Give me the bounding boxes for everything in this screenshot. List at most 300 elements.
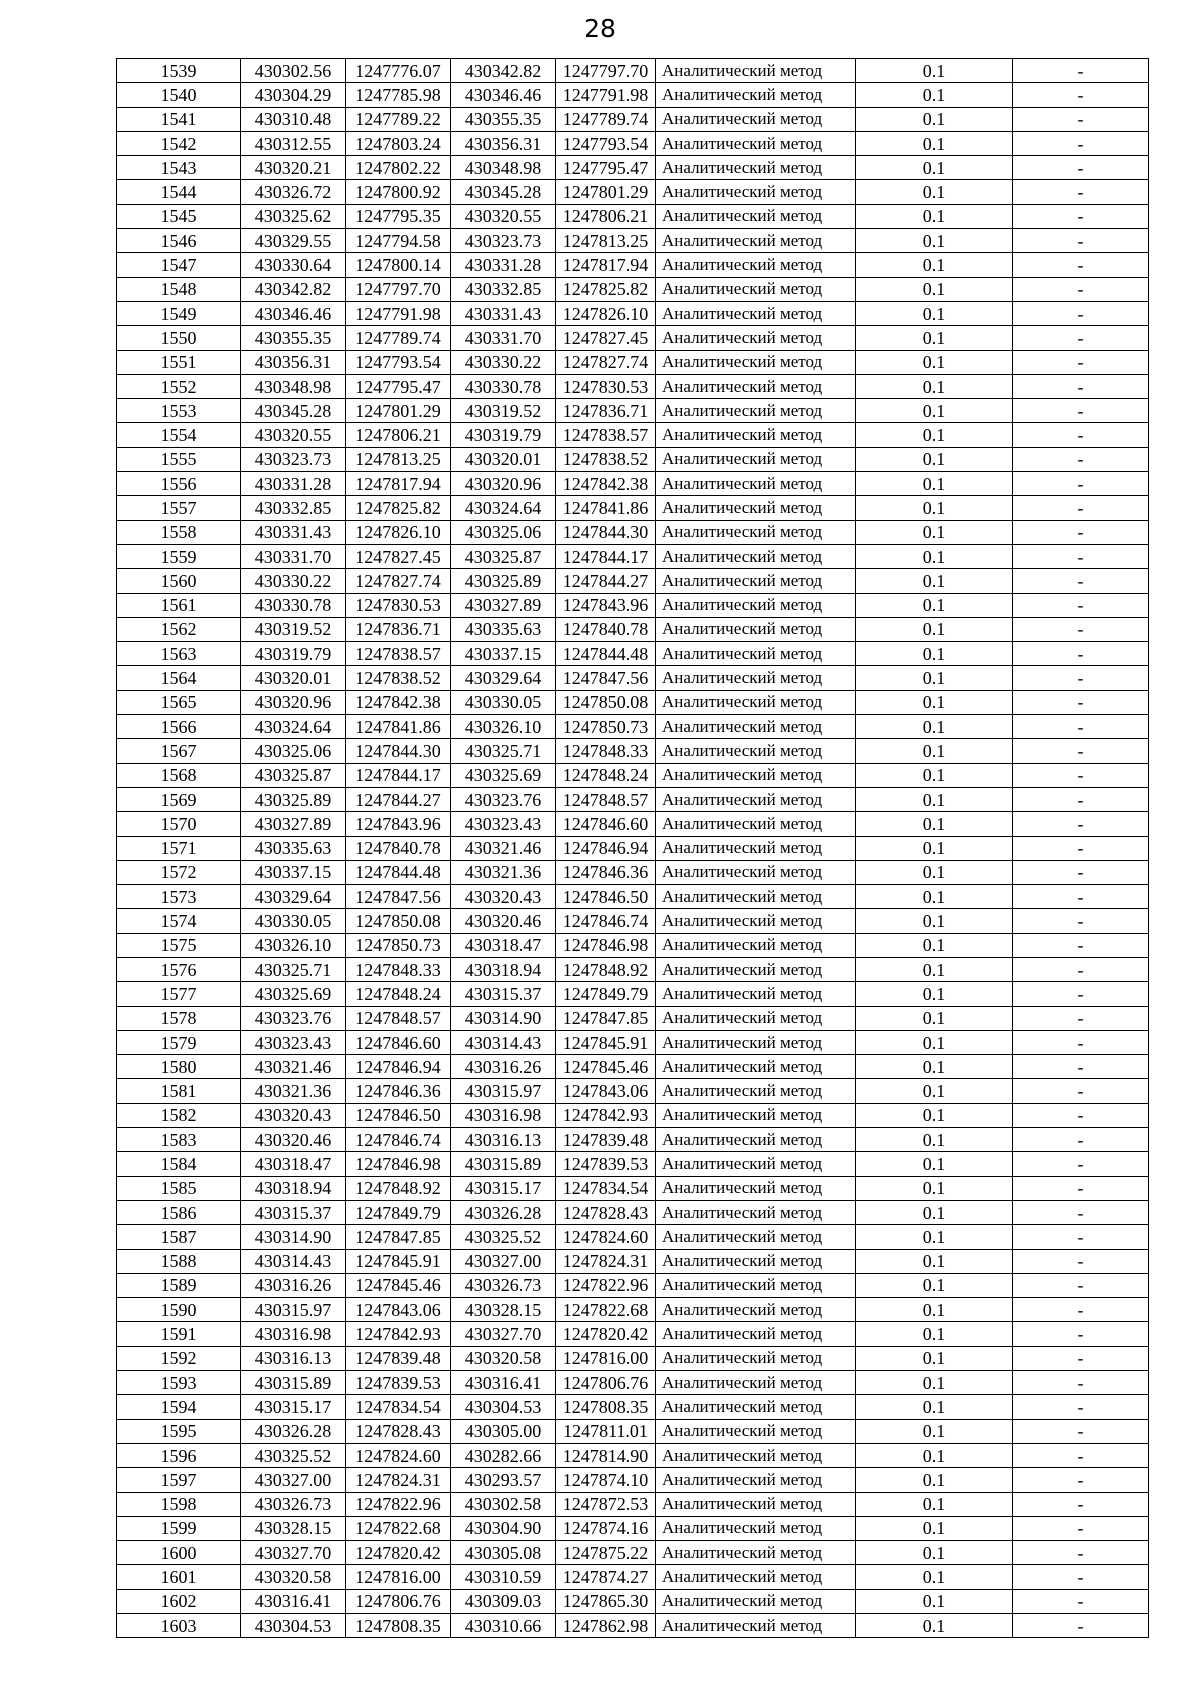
x-end-cell: 430314.43 xyxy=(451,1030,556,1054)
x-end-cell: 430320.58 xyxy=(451,1346,556,1370)
note-cell: - xyxy=(1013,59,1149,83)
y-end-cell: 1247839.53 xyxy=(556,1152,656,1176)
point-number-cell: 1571 xyxy=(117,836,241,860)
x-end-cell: 430331.43 xyxy=(451,301,556,325)
table-row xyxy=(117,1128,1149,1152)
accuracy-cell: 0.1 xyxy=(856,1079,1013,1103)
point-number-cell: 1540 xyxy=(117,83,241,107)
x-end-cell: 430332.85 xyxy=(451,277,556,301)
x-start-cell: 430304.53 xyxy=(241,1614,346,1638)
table-row xyxy=(117,933,1149,957)
y-end-cell: 1247841.86 xyxy=(556,496,656,520)
y-end-cell: 1247865.30 xyxy=(556,1589,656,1613)
y-start-cell: 1247850.08 xyxy=(346,909,451,933)
table-row xyxy=(117,763,1149,787)
method-cell: Аналитический метод xyxy=(656,739,856,763)
x-end-cell: 430315.97 xyxy=(451,1079,556,1103)
point-number-cell: 1598 xyxy=(117,1492,241,1516)
accuracy-cell: 0.1 xyxy=(856,399,1013,423)
x-start-cell: 430331.70 xyxy=(241,544,346,568)
x-end-cell: 430345.28 xyxy=(451,180,556,204)
x-end-cell: 430330.05 xyxy=(451,690,556,714)
x-start-cell: 430328.15 xyxy=(241,1516,346,1540)
method-cell: Аналитический метод xyxy=(656,1176,856,1200)
point-number-cell: 1546 xyxy=(117,229,241,253)
accuracy-cell: 0.1 xyxy=(856,204,1013,228)
x-start-cell: 430326.28 xyxy=(241,1419,346,1443)
y-end-cell: 1247850.08 xyxy=(556,690,656,714)
method-cell: Аналитический метод xyxy=(656,520,856,544)
table-row xyxy=(117,1589,1149,1613)
accuracy-cell: 0.1 xyxy=(856,957,1013,981)
point-number-cell: 1582 xyxy=(117,1103,241,1127)
y-end-cell: 1247813.25 xyxy=(556,229,656,253)
point-number-cell: 1550 xyxy=(117,326,241,350)
y-start-cell: 1247806.76 xyxy=(346,1589,451,1613)
accuracy-cell: 0.1 xyxy=(856,1443,1013,1467)
x-end-cell: 430315.37 xyxy=(451,982,556,1006)
y-start-cell: 1247827.45 xyxy=(346,544,451,568)
x-end-cell: 430320.96 xyxy=(451,472,556,496)
point-number-cell: 1588 xyxy=(117,1249,241,1273)
y-start-cell: 1247848.33 xyxy=(346,957,451,981)
x-end-cell: 430356.31 xyxy=(451,131,556,155)
note-cell: - xyxy=(1013,885,1149,909)
y-start-cell: 1247801.29 xyxy=(346,399,451,423)
x-start-cell: 430320.43 xyxy=(241,1103,346,1127)
method-cell: Аналитический метод xyxy=(656,690,856,714)
point-number-cell: 1590 xyxy=(117,1298,241,1322)
x-end-cell: 430325.87 xyxy=(451,544,556,568)
y-end-cell: 1247847.85 xyxy=(556,1006,656,1030)
accuracy-cell: 0.1 xyxy=(856,1200,1013,1224)
y-end-cell: 1247840.78 xyxy=(556,617,656,641)
note-cell: - xyxy=(1013,1516,1149,1540)
note-cell: - xyxy=(1013,1565,1149,1589)
accuracy-cell: 0.1 xyxy=(856,326,1013,350)
x-end-cell: 430329.64 xyxy=(451,666,556,690)
method-cell: Аналитический метод xyxy=(656,1565,856,1589)
y-start-cell: 1247841.86 xyxy=(346,715,451,739)
accuracy-cell: 0.1 xyxy=(856,59,1013,83)
accuracy-cell: 0.1 xyxy=(856,1371,1013,1395)
accuracy-cell: 0.1 xyxy=(856,1492,1013,1516)
method-cell: Аналитический метод xyxy=(656,1443,856,1467)
note-cell: - xyxy=(1013,253,1149,277)
note-cell: - xyxy=(1013,860,1149,884)
point-number-cell: 1541 xyxy=(117,107,241,131)
point-number-cell: 1584 xyxy=(117,1152,241,1176)
y-start-cell: 1247844.30 xyxy=(346,739,451,763)
table-row xyxy=(117,1346,1149,1370)
method-cell: Аналитический метод xyxy=(656,399,856,423)
x-start-cell: 430310.48 xyxy=(241,107,346,131)
x-end-cell: 430325.69 xyxy=(451,763,556,787)
y-start-cell: 1247842.93 xyxy=(346,1322,451,1346)
y-start-cell: 1247850.73 xyxy=(346,933,451,957)
point-number-cell: 1591 xyxy=(117,1322,241,1346)
x-start-cell: 430327.70 xyxy=(241,1541,346,1565)
accuracy-cell: 0.1 xyxy=(856,1273,1013,1297)
accuracy-cell: 0.1 xyxy=(856,423,1013,447)
x-end-cell: 430337.15 xyxy=(451,642,556,666)
y-start-cell: 1247776.07 xyxy=(346,59,451,83)
x-start-cell: 430326.73 xyxy=(241,1492,346,1516)
point-number-cell: 1596 xyxy=(117,1443,241,1467)
method-cell: Аналитический метод xyxy=(656,229,856,253)
y-end-cell: 1247838.57 xyxy=(556,423,656,447)
point-number-cell: 1574 xyxy=(117,909,241,933)
point-number-cell: 1589 xyxy=(117,1273,241,1297)
accuracy-cell: 0.1 xyxy=(856,107,1013,131)
point-number-cell: 1566 xyxy=(117,715,241,739)
table-row xyxy=(117,1225,1149,1249)
note-cell: - xyxy=(1013,739,1149,763)
point-number-cell: 1547 xyxy=(117,253,241,277)
table-row xyxy=(117,374,1149,398)
note-cell: - xyxy=(1013,1249,1149,1273)
note-cell: - xyxy=(1013,1152,1149,1176)
x-end-cell: 430325.52 xyxy=(451,1225,556,1249)
x-start-cell: 430315.37 xyxy=(241,1200,346,1224)
y-end-cell: 1247844.30 xyxy=(556,520,656,544)
y-end-cell: 1247811.01 xyxy=(556,1419,656,1443)
accuracy-cell: 0.1 xyxy=(856,933,1013,957)
method-cell: Аналитический метод xyxy=(656,1200,856,1224)
accuracy-cell: 0.1 xyxy=(856,1589,1013,1613)
method-cell: Аналитический метод xyxy=(656,1395,856,1419)
x-start-cell: 430314.90 xyxy=(241,1225,346,1249)
y-end-cell: 1247827.74 xyxy=(556,350,656,374)
y-start-cell: 1247824.31 xyxy=(346,1468,451,1492)
note-cell: - xyxy=(1013,1225,1149,1249)
accuracy-cell: 0.1 xyxy=(856,909,1013,933)
y-start-cell: 1247826.10 xyxy=(346,520,451,544)
point-number-cell: 1563 xyxy=(117,642,241,666)
accuracy-cell: 0.1 xyxy=(856,1298,1013,1322)
x-end-cell: 430305.08 xyxy=(451,1541,556,1565)
x-end-cell: 430315.89 xyxy=(451,1152,556,1176)
point-number-cell: 1552 xyxy=(117,374,241,398)
accuracy-cell: 0.1 xyxy=(856,1516,1013,1540)
note-cell: - xyxy=(1013,1200,1149,1224)
point-number-cell: 1556 xyxy=(117,472,241,496)
note-cell: - xyxy=(1013,131,1149,155)
accuracy-cell: 0.1 xyxy=(856,83,1013,107)
point-number-cell: 1576 xyxy=(117,957,241,981)
x-start-cell: 430331.43 xyxy=(241,520,346,544)
y-end-cell: 1247874.27 xyxy=(556,1565,656,1589)
y-end-cell: 1247849.79 xyxy=(556,982,656,1006)
table-row xyxy=(117,860,1149,884)
y-start-cell: 1247795.47 xyxy=(346,374,451,398)
y-end-cell: 1247845.46 xyxy=(556,1055,656,1079)
x-start-cell: 430337.15 xyxy=(241,860,346,884)
note-cell: - xyxy=(1013,1589,1149,1613)
note-cell: - xyxy=(1013,1079,1149,1103)
note-cell: - xyxy=(1013,787,1149,811)
y-start-cell: 1247820.42 xyxy=(346,1541,451,1565)
note-cell: - xyxy=(1013,180,1149,204)
accuracy-cell: 0.1 xyxy=(856,860,1013,884)
note-cell: - xyxy=(1013,399,1149,423)
point-number-cell: 1557 xyxy=(117,496,241,520)
x-end-cell: 430355.35 xyxy=(451,107,556,131)
x-start-cell: 430323.43 xyxy=(241,1030,346,1054)
y-start-cell: 1247806.21 xyxy=(346,423,451,447)
table-row xyxy=(117,739,1149,763)
y-start-cell: 1247797.70 xyxy=(346,277,451,301)
x-start-cell: 430312.55 xyxy=(241,131,346,155)
y-start-cell: 1247847.85 xyxy=(346,1225,451,1249)
accuracy-cell: 0.1 xyxy=(856,1541,1013,1565)
accuracy-cell: 0.1 xyxy=(856,836,1013,860)
note-cell: - xyxy=(1013,107,1149,131)
accuracy-cell: 0.1 xyxy=(856,1346,1013,1370)
table-row xyxy=(117,1468,1149,1492)
note-cell: - xyxy=(1013,83,1149,107)
x-end-cell: 430316.98 xyxy=(451,1103,556,1127)
method-cell: Аналитический метод xyxy=(656,1492,856,1516)
table-row xyxy=(117,350,1149,374)
accuracy-cell: 0.1 xyxy=(856,472,1013,496)
y-end-cell: 1247830.53 xyxy=(556,374,656,398)
table-row xyxy=(117,1419,1149,1443)
note-cell: - xyxy=(1013,301,1149,325)
point-number-cell: 1599 xyxy=(117,1516,241,1540)
coordinates-table xyxy=(116,58,1149,1638)
y-end-cell: 1247806.21 xyxy=(556,204,656,228)
method-cell: Аналитический метод xyxy=(656,180,856,204)
method-cell: Аналитический метод xyxy=(656,1371,856,1395)
method-cell: Аналитический метод xyxy=(656,1468,856,1492)
y-start-cell: 1247827.74 xyxy=(346,569,451,593)
accuracy-cell: 0.1 xyxy=(856,156,1013,180)
method-cell: Аналитический метод xyxy=(656,787,856,811)
x-end-cell: 430325.89 xyxy=(451,569,556,593)
method-cell: Аналитический метод xyxy=(656,472,856,496)
method-cell: Аналитический метод xyxy=(656,1249,856,1273)
x-end-cell: 430326.28 xyxy=(451,1200,556,1224)
x-end-cell: 430326.73 xyxy=(451,1273,556,1297)
note-cell: - xyxy=(1013,1492,1149,1516)
method-cell: Аналитический метод xyxy=(656,301,856,325)
y-end-cell: 1247826.10 xyxy=(556,301,656,325)
y-end-cell: 1247801.29 xyxy=(556,180,656,204)
accuracy-cell: 0.1 xyxy=(856,1468,1013,1492)
page-number: 28 xyxy=(584,14,616,43)
y-start-cell: 1247789.22 xyxy=(346,107,451,131)
method-cell: Аналитический метод xyxy=(656,763,856,787)
accuracy-cell: 0.1 xyxy=(856,374,1013,398)
accuracy-cell: 0.1 xyxy=(856,447,1013,471)
note-cell: - xyxy=(1013,1103,1149,1127)
method-cell: Аналитический метод xyxy=(656,812,856,836)
note-cell: - xyxy=(1013,715,1149,739)
table-row xyxy=(117,1273,1149,1297)
point-number-cell: 1595 xyxy=(117,1419,241,1443)
point-number-cell: 1602 xyxy=(117,1589,241,1613)
y-end-cell: 1247843.96 xyxy=(556,593,656,617)
y-start-cell: 1247785.98 xyxy=(346,83,451,107)
y-start-cell: 1247795.35 xyxy=(346,204,451,228)
table-row xyxy=(117,1516,1149,1540)
point-number-cell: 1581 xyxy=(117,1079,241,1103)
y-end-cell: 1247844.48 xyxy=(556,642,656,666)
y-end-cell: 1247797.70 xyxy=(556,59,656,83)
x-start-cell: 430330.22 xyxy=(241,569,346,593)
y-start-cell: 1247791.98 xyxy=(346,301,451,325)
y-end-cell: 1247822.96 xyxy=(556,1273,656,1297)
point-number-cell: 1561 xyxy=(117,593,241,617)
y-end-cell: 1247822.68 xyxy=(556,1298,656,1322)
note-cell: - xyxy=(1013,642,1149,666)
note-cell: - xyxy=(1013,1468,1149,1492)
x-end-cell: 430315.17 xyxy=(451,1176,556,1200)
y-start-cell: 1247839.53 xyxy=(346,1371,451,1395)
y-start-cell: 1247839.48 xyxy=(346,1346,451,1370)
y-end-cell: 1247834.54 xyxy=(556,1176,656,1200)
note-cell: - xyxy=(1013,1030,1149,1054)
note-cell: - xyxy=(1013,957,1149,981)
x-start-cell: 430345.28 xyxy=(241,399,346,423)
table-row xyxy=(117,544,1149,568)
y-start-cell: 1247836.71 xyxy=(346,617,451,641)
x-start-cell: 430315.97 xyxy=(241,1298,346,1322)
table-row xyxy=(117,836,1149,860)
table-row xyxy=(117,1614,1149,1638)
x-end-cell: 430324.64 xyxy=(451,496,556,520)
x-start-cell: 430324.64 xyxy=(241,715,346,739)
point-number-cell: 1573 xyxy=(117,885,241,909)
y-start-cell: 1247789.74 xyxy=(346,326,451,350)
note-cell: - xyxy=(1013,447,1149,471)
accuracy-cell: 0.1 xyxy=(856,642,1013,666)
point-number-cell: 1558 xyxy=(117,520,241,544)
method-cell: Аналитический метод xyxy=(656,1298,856,1322)
y-end-cell: 1247825.82 xyxy=(556,277,656,301)
y-end-cell: 1247848.33 xyxy=(556,739,656,763)
y-start-cell: 1247838.57 xyxy=(346,642,451,666)
point-number-cell: 1572 xyxy=(117,860,241,884)
accuracy-cell: 0.1 xyxy=(856,1152,1013,1176)
x-start-cell: 430323.73 xyxy=(241,447,346,471)
y-end-cell: 1247846.50 xyxy=(556,885,656,909)
method-cell: Аналитический метод xyxy=(656,326,856,350)
y-start-cell: 1247848.57 xyxy=(346,1006,451,1030)
y-end-cell: 1247824.60 xyxy=(556,1225,656,1249)
table-row xyxy=(117,520,1149,544)
x-start-cell: 430304.29 xyxy=(241,83,346,107)
accuracy-cell: 0.1 xyxy=(856,520,1013,544)
y-end-cell: 1247862.98 xyxy=(556,1614,656,1638)
table-row xyxy=(117,180,1149,204)
y-end-cell: 1247875.22 xyxy=(556,1541,656,1565)
x-end-cell: 430304.53 xyxy=(451,1395,556,1419)
y-end-cell: 1247847.56 xyxy=(556,666,656,690)
method-cell: Аналитический метод xyxy=(656,1614,856,1638)
x-end-cell: 430323.43 xyxy=(451,812,556,836)
y-end-cell: 1247836.71 xyxy=(556,399,656,423)
accuracy-cell: 0.1 xyxy=(856,787,1013,811)
y-start-cell: 1247844.27 xyxy=(346,787,451,811)
y-start-cell: 1247834.54 xyxy=(346,1395,451,1419)
y-end-cell: 1247846.98 xyxy=(556,933,656,957)
x-end-cell: 430342.82 xyxy=(451,59,556,83)
x-start-cell: 430355.35 xyxy=(241,326,346,350)
method-cell: Аналитический метод xyxy=(656,447,856,471)
method-cell: Аналитический метод xyxy=(656,544,856,568)
table-row xyxy=(117,447,1149,471)
note-cell: - xyxy=(1013,1443,1149,1467)
table-row xyxy=(117,1492,1149,1516)
y-start-cell: 1247816.00 xyxy=(346,1565,451,1589)
x-end-cell: 430320.43 xyxy=(451,885,556,909)
accuracy-cell: 0.1 xyxy=(856,666,1013,690)
table-row xyxy=(117,131,1149,155)
method-cell: Аналитический метод xyxy=(656,496,856,520)
x-start-cell: 430332.85 xyxy=(241,496,346,520)
x-start-cell: 430320.96 xyxy=(241,690,346,714)
y-end-cell: 1247846.60 xyxy=(556,812,656,836)
x-end-cell: 430327.70 xyxy=(451,1322,556,1346)
y-start-cell: 1247846.94 xyxy=(346,1055,451,1079)
y-start-cell: 1247793.54 xyxy=(346,350,451,374)
y-end-cell: 1247844.17 xyxy=(556,544,656,568)
table-row xyxy=(117,812,1149,836)
x-end-cell: 430348.98 xyxy=(451,156,556,180)
x-end-cell: 430321.36 xyxy=(451,860,556,884)
x-start-cell: 430316.98 xyxy=(241,1322,346,1346)
table-row xyxy=(117,1322,1149,1346)
x-end-cell: 430330.22 xyxy=(451,350,556,374)
table-row xyxy=(117,1152,1149,1176)
method-cell: Аналитический метод xyxy=(656,1225,856,1249)
y-start-cell: 1247846.74 xyxy=(346,1128,451,1152)
accuracy-cell: 0.1 xyxy=(856,1225,1013,1249)
x-end-cell: 430319.52 xyxy=(451,399,556,423)
method-cell: Аналитический метод xyxy=(656,593,856,617)
table-row xyxy=(117,204,1149,228)
table-row xyxy=(117,642,1149,666)
method-cell: Аналитический метод xyxy=(656,1419,856,1443)
y-end-cell: 1247872.53 xyxy=(556,1492,656,1516)
x-start-cell: 430327.00 xyxy=(241,1468,346,1492)
table-row xyxy=(117,1030,1149,1054)
y-end-cell: 1247874.10 xyxy=(556,1468,656,1492)
note-cell: - xyxy=(1013,1273,1149,1297)
x-start-cell: 430335.63 xyxy=(241,836,346,860)
table-row xyxy=(117,229,1149,253)
coordinates-table-body xyxy=(117,59,1149,1638)
x-start-cell: 430325.69 xyxy=(241,982,346,1006)
y-start-cell: 1247847.56 xyxy=(346,885,451,909)
x-start-cell: 430331.28 xyxy=(241,472,346,496)
x-start-cell: 430348.98 xyxy=(241,374,346,398)
accuracy-cell: 0.1 xyxy=(856,301,1013,325)
table-row xyxy=(117,326,1149,350)
point-number-cell: 1585 xyxy=(117,1176,241,1200)
accuracy-cell: 0.1 xyxy=(856,593,1013,617)
x-start-cell: 430323.76 xyxy=(241,1006,346,1030)
table-row xyxy=(117,83,1149,107)
method-cell: Аналитический метод xyxy=(656,59,856,83)
y-start-cell: 1247843.06 xyxy=(346,1298,451,1322)
accuracy-cell: 0.1 xyxy=(856,1128,1013,1152)
y-end-cell: 1247791.98 xyxy=(556,83,656,107)
x-start-cell: 430320.21 xyxy=(241,156,346,180)
x-end-cell: 430335.63 xyxy=(451,617,556,641)
